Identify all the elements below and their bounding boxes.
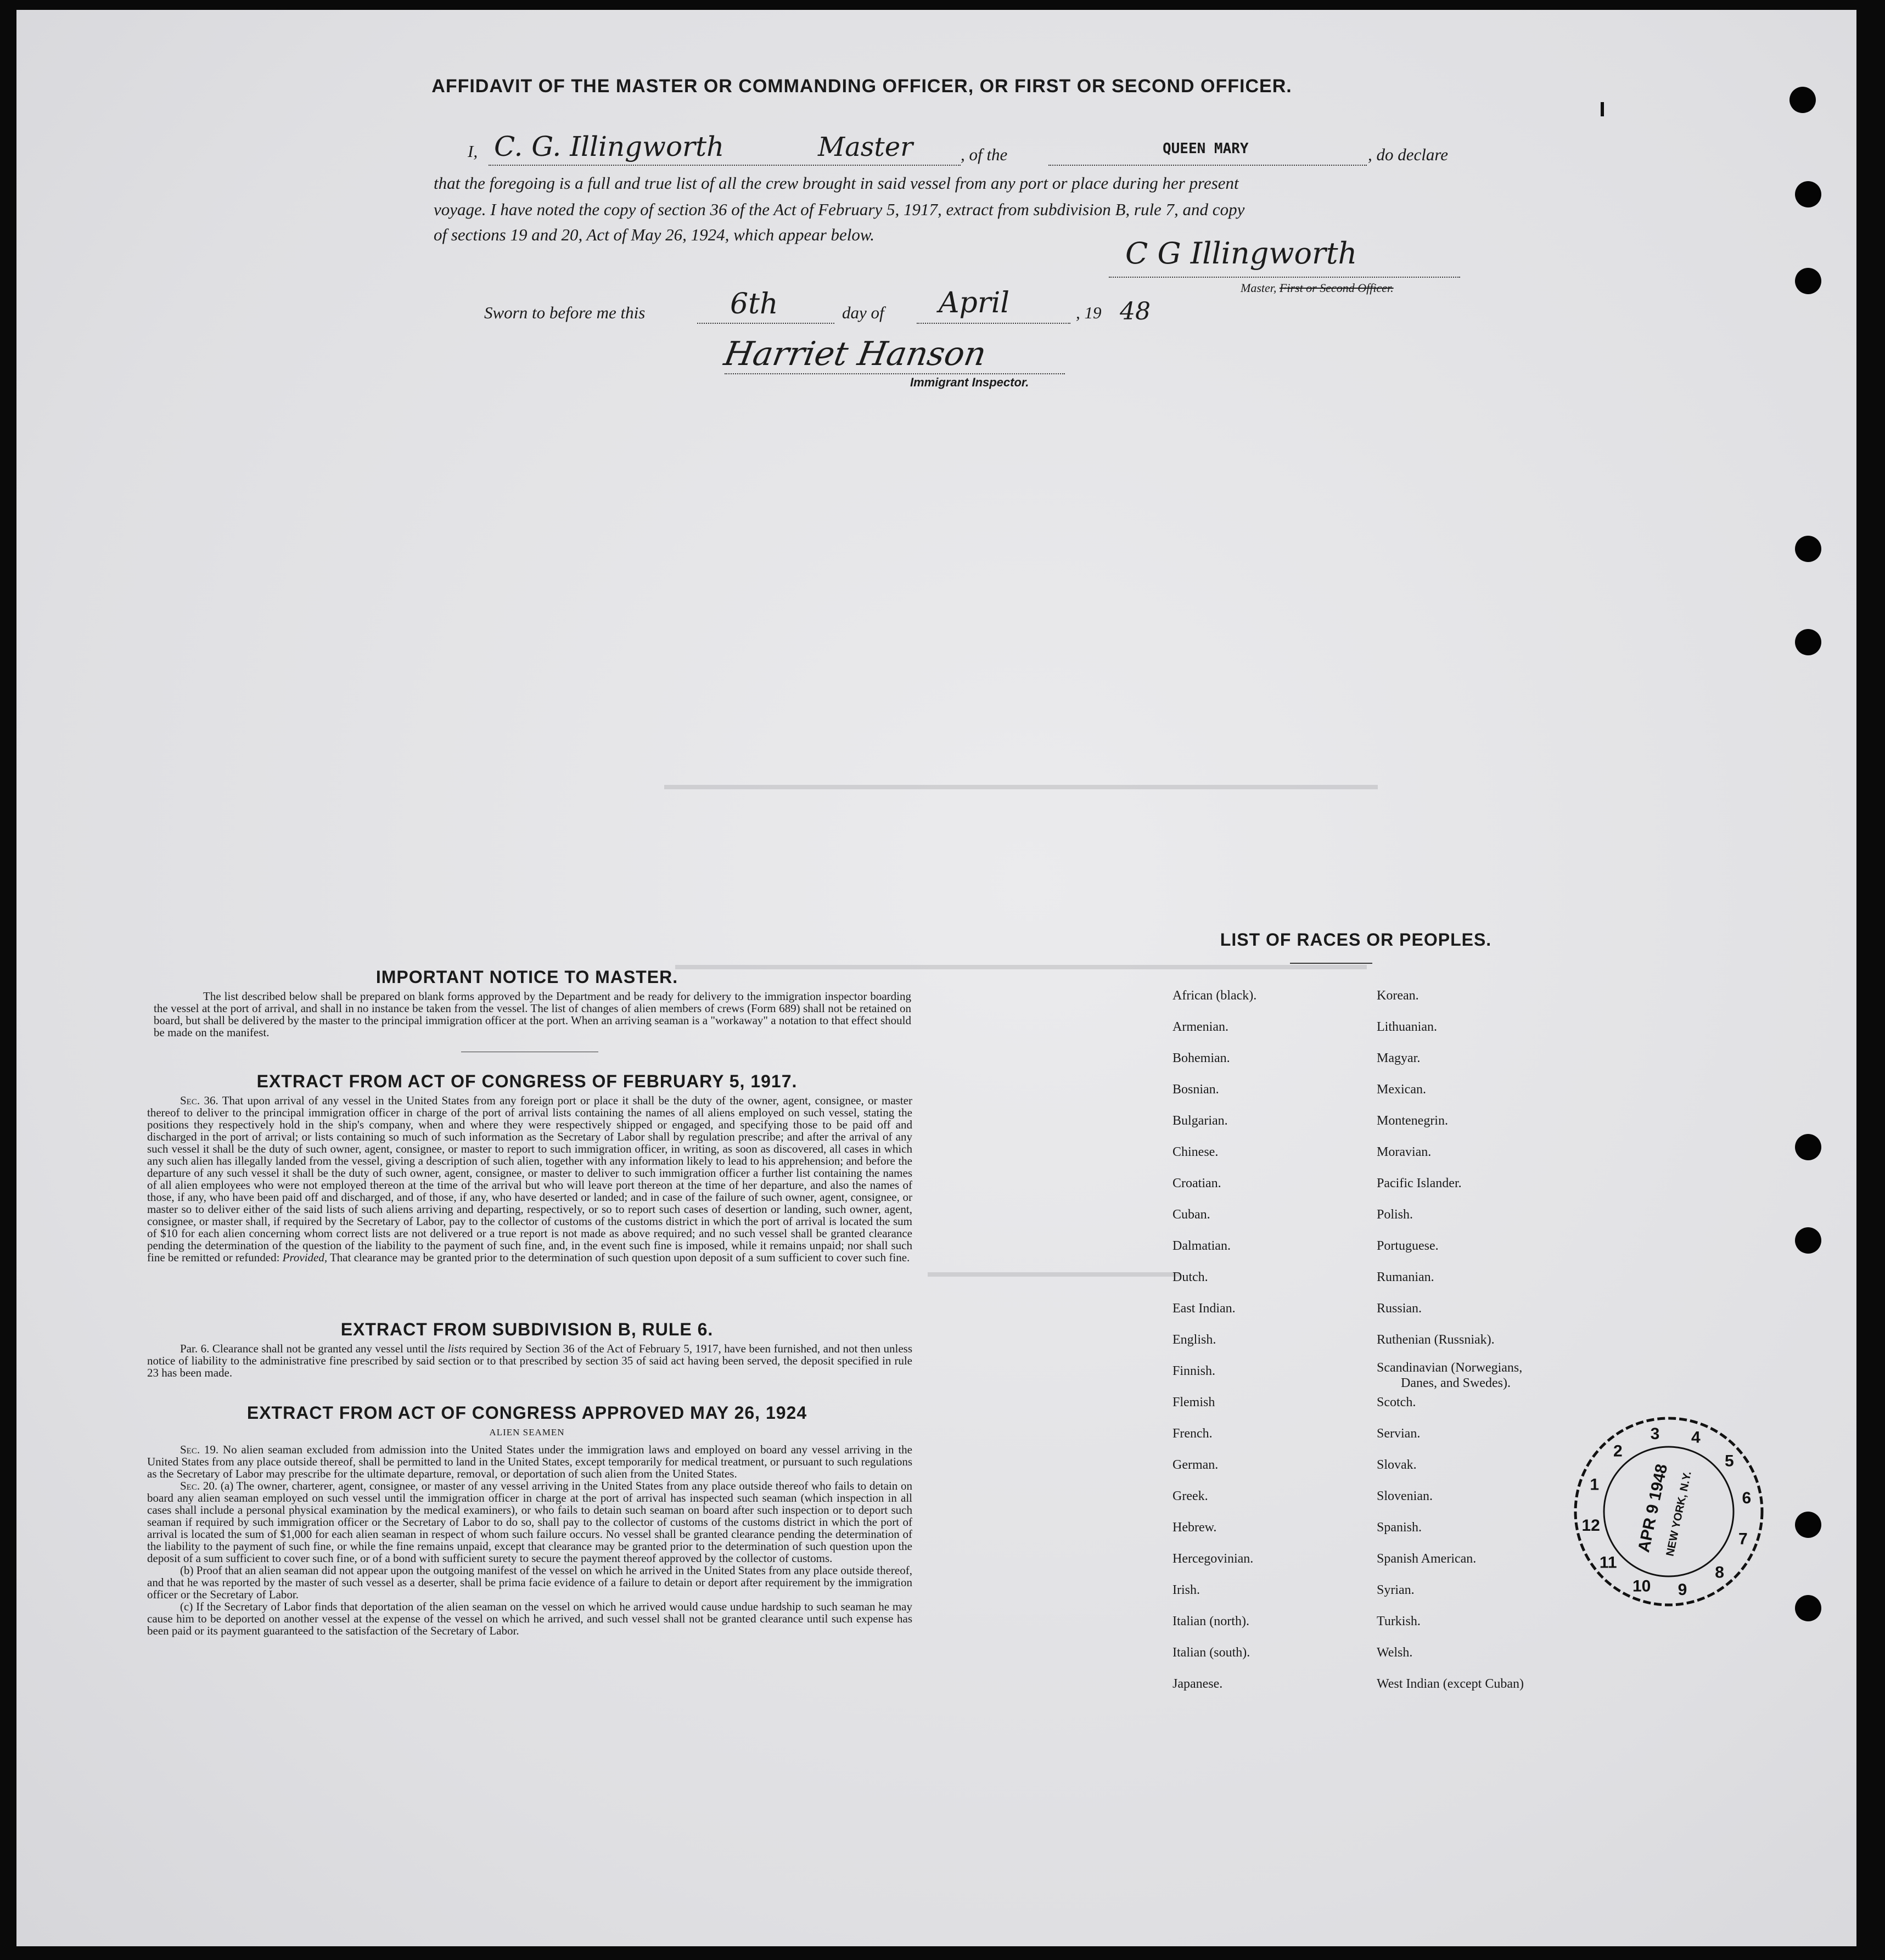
- caption-master: Master,: [1241, 281, 1277, 295]
- stamp-graphic: [1570, 1413, 1768, 1610]
- par6-paragraph: [147, 1343, 912, 1379]
- stamp-number: 6: [1742, 1489, 1752, 1507]
- do-declare-label: , do declare: [1368, 145, 1449, 164]
- sec36-provided: Provided,: [282, 1251, 328, 1264]
- race-item: Spanish American.: [1377, 1552, 1477, 1566]
- vessel-rule: [1048, 165, 1367, 166]
- subdivision-text: [147, 1343, 912, 1379]
- stamp-number: 1: [1590, 1475, 1600, 1494]
- race-item: Polish.: [1377, 1208, 1413, 1222]
- stamp-date: APR 9 1948: [1635, 1462, 1671, 1554]
- race-item: Montenegrin.: [1377, 1114, 1448, 1128]
- race-item: Greek.: [1172, 1489, 1208, 1503]
- race-item: Ruthenian (Russniak).: [1377, 1333, 1495, 1347]
- bleed-through: [928, 1272, 1180, 1277]
- stamp-number: 5: [1724, 1452, 1734, 1470]
- sec36-paragraph: [147, 1094, 912, 1263]
- race-item: Japanese.: [1172, 1677, 1223, 1691]
- race-item: French.: [1172, 1427, 1213, 1441]
- vessel-name: QUEEN MARY: [1163, 141, 1249, 157]
- subdivision-title: EXTRACT FROM SUBDIVISION B, RULE 6.: [340, 1319, 714, 1339]
- race-item: East Indian.: [1172, 1301, 1236, 1316]
- stamp-number: 9: [1678, 1580, 1687, 1599]
- race-item: Lithuanian.: [1377, 1020, 1437, 1034]
- sec19-paragraph: [147, 1444, 912, 1480]
- bleed-through: [664, 785, 1378, 789]
- sworn-day: 6th: [730, 288, 778, 321]
- punch-hole: [1795, 536, 1821, 562]
- year-prefix: , 19: [1076, 303, 1102, 322]
- race-item: Croatian.: [1172, 1176, 1221, 1190]
- sec20a-text: (a) The owner, charterer, agent, consignee, or master of any vessel arriving in the United States from any place outside thereof who fails to detain on board any alien seaman employed on such vessel until the immigration officer in charge at the port of arrival has inspected such seaman (which inspection in all cases shall include a personal physical examination by the medical examiners), or who fails to detain such seaman on board after such inspection or to deport such seaman if required by such immigration officer or the Secretary of Labor to do so, shall pay to the collector of customs of the customs district in which the port of arrival is located the sum of $1,000 for each alien seaman in respect of whom such failure occurs. No vessel shall be granted clearance pending the determination of the liability to the payment of such fine, or while the fine remains unpaid, except that clearance may be granted prior to the determination of such question upon the deposit of a sum sufficient to cover such fine, or of a bond with sufficient surety to secure the payment thereof approved by the collector of customs.: [147, 1479, 913, 1565]
- race-item: Welsh.: [1377, 1645, 1413, 1660]
- affidavit-title: AFFIDAVIT OF THE MASTER OR COMMANDING OFFICER, OR FIRST OR SECOND OFFICER.: [431, 76, 1292, 97]
- stamp-number: 11: [1599, 1553, 1617, 1572]
- sec19-label: Sec. 19.: [180, 1443, 219, 1456]
- stamp-number: 4: [1691, 1428, 1701, 1447]
- race-item-scandinavian: [1377, 1356, 1524, 1390]
- inspector-caption: Immigrant Inspector.: [910, 375, 1029, 389]
- stamp-caption: NEW YORK, N.Y.: [1664, 1470, 1694, 1558]
- race-item: Armenian.: [1172, 1020, 1228, 1034]
- signature-rule: [1109, 277, 1460, 278]
- race-item: Bosnian.: [1172, 1082, 1219, 1097]
- sworn-label: Sworn to before me this: [484, 303, 646, 322]
- par6-label: Par. 6.: [180, 1342, 210, 1355]
- sec20a-paragraph: [147, 1480, 912, 1564]
- sec20c-paragraph: (c) If the Secretary of Labor finds that deportation of the alien seaman on the vessel on which he arrived would cause undue hardship to such seaman he may cause him to be deported on another vessel at the expense of the vessel on which he arrived, and such vessel shall not be granted clearance until such expense has been paid or its payment guaranteed to the satisfaction of the Secretary of Labor.: [147, 1600, 912, 1637]
- race-item: Pacific Islander.: [1377, 1176, 1462, 1190]
- month-rule: [917, 323, 1070, 324]
- race-item: Cuban.: [1172, 1208, 1210, 1222]
- race-item: Mexican.: [1377, 1082, 1426, 1097]
- race-item: Irish.: [1172, 1583, 1200, 1597]
- race-item: Hercegovinian.: [1172, 1552, 1254, 1566]
- year-suffix: 48: [1120, 297, 1151, 325]
- sec19-text: No alien seaman excluded from admission into the United States under the immigration laws and employed on board any vessel arriving in the United States from any place outside thereof, shall be permitted to land in the United States, except temporarily for medical treatment, or pursuant to such regulations as the Secretary of Labor may prescribe for the ultimate departure, removal, or deportation of such alien from the United States.: [147, 1443, 912, 1480]
- race-item: Italian (north).: [1172, 1614, 1249, 1628]
- ink-mark: [1601, 102, 1604, 116]
- race-item: Hebrew.: [1172, 1520, 1217, 1535]
- par6-lists: lists: [447, 1342, 467, 1355]
- sec20-label: Sec. 20.: [180, 1479, 218, 1492]
- race-item: Moravian.: [1377, 1145, 1432, 1159]
- races-right-column: [1377, 980, 1524, 1700]
- sec36-text-after: That clearance may be granted prior to the determination of such question upon deposit of a sum sufficient to cover such fine.: [329, 1251, 910, 1264]
- affidavit-line-3: voyage. I have noted the copy of section 36 of the Act of February 5, 1917, extract from subdivision B, rule 7, and copy: [434, 200, 1245, 219]
- race-item: Bohemian.: [1172, 1051, 1230, 1065]
- document-page: [16, 10, 1856, 1946]
- day-rule: [697, 323, 834, 324]
- stamp-number: 7: [1738, 1530, 1748, 1548]
- punch-hole: [1795, 181, 1821, 207]
- signature-caption: [1241, 281, 1394, 295]
- inspector-rule: [725, 373, 1065, 374]
- race-item: English.: [1172, 1333, 1216, 1347]
- race-item: Magyar.: [1377, 1051, 1421, 1065]
- notice-title: IMPORTANT NOTICE TO MASTER.: [375, 967, 678, 987]
- extract-1917-title: EXTRACT FROM ACT OF CONGRESS OF FEBRUARY 5, 1917.: [256, 1071, 798, 1091]
- sec36-text-before: That upon arrival of any vessel in the United States from any foreign port or place it shall be the duty of the owner, agent, consignee, or master thereof to deliver to the principal immigration officer in charge of the port of arrival lists containing the names of all aliens employed on such vessel, stating the positions they respectively hold in the ship's company, when and where they were respectively shipped or engaged, and specifying those to be paid off and discharged in the port of arrival; or lists containing so much of such information as the Secretary of Labor shall by regulation prescribe; and after the arrival of any such vessel it shall be the duty of such owner, agent, consignee, or master to report to such immigration officer, in writing, as soon as discovered, all cases in which any such alien has illegally landed from the vessel, giving a description of such alien, together with any information likely to lead to his apprehension; and before the departure of any such vessel it shall be the duty of such owner, agent, consignee, or master to deliver to such immigration officer a further list containing the names of all alien employees who were not employed thereon at the time of the arrival but who will leave port thereon at the time of her departure, and also the names of those, if any, who have been paid off and discharged, and of those, if any, who have deserted or landed; and in case of the failure of such owner, agent, consignee, or master so to deliver either of the said lists of such aliens arriving and departing, respectively, or so to report such cases of desertion or landing, such owner, agent, consignee, or master shall, if required by the Secretary of Labor, pay to the collector of customs of the customs district in which the port of arrival is located the sum of $10 for each alien concerning whom correct lists are not delivered or a true report is not made as above required; and no such vessel shall be granted clearance pending the determination of the question of the liability to the payment of such fine, and, in the event such fine is imposed, while it remains unpaid; nor shall such fine be remitted or refunded:: [147, 1094, 912, 1264]
- i-label: I,: [468, 142, 478, 161]
- extract-1924-text: [147, 1444, 912, 1637]
- stamp-number: 10: [1632, 1577, 1651, 1596]
- punch-hole: [1795, 1595, 1821, 1621]
- race-item: Chinese.: [1172, 1145, 1219, 1159]
- extract-1924-subtitle: ALIEN SEAMEN: [489, 1427, 565, 1437]
- name-rule: [489, 165, 961, 166]
- punch-hole: [1795, 1227, 1821, 1254]
- master-signature: C G Illingworth: [1125, 236, 1357, 271]
- races-left-column: [1172, 980, 1256, 1700]
- stamp-number: 12: [1581, 1517, 1600, 1535]
- race-item-line: Scandinavian (Norwegians,: [1377, 1361, 1523, 1375]
- notice-text: [154, 990, 911, 1038]
- extract-1917-text: [147, 1094, 912, 1263]
- punch-hole: [1795, 629, 1821, 655]
- race-item: Rumanian.: [1377, 1270, 1434, 1284]
- stamp-number: 3: [1650, 1425, 1660, 1444]
- race-item: Dalmatian.: [1172, 1239, 1231, 1253]
- race-item: Finnish.: [1172, 1364, 1216, 1378]
- punch-hole: [1795, 268, 1821, 294]
- race-item: Scotch.: [1377, 1395, 1416, 1409]
- race-item: Turkish.: [1377, 1614, 1421, 1628]
- race-item-line: Danes, and Swedes).: [1401, 1376, 1511, 1390]
- race-item: Slovenian.: [1377, 1489, 1433, 1503]
- race-item: Russian.: [1377, 1301, 1422, 1316]
- inspector-signature: Harriet Hanson: [721, 335, 989, 373]
- race-item: Dutch.: [1172, 1270, 1208, 1284]
- immigration-stamp: [1570, 1413, 1768, 1610]
- affidavit-line-4: of sections 19 and 20, Act of May 26, 1924, which appear below.: [434, 225, 875, 244]
- par6-text-after: required by Section 36 of the Act of February 5, 1917, have been furnished, and not then unless notice of liability to the administrative fine prescribed by said section or to that prescribed by section 35 of said act having been served, the deposit specified in rule 23 has been made.: [147, 1342, 913, 1379]
- master-title: Master: [818, 132, 913, 162]
- race-item: German.: [1172, 1458, 1219, 1472]
- stamp-number: 8: [1715, 1563, 1724, 1582]
- race-item: African (black).: [1172, 989, 1257, 1003]
- race-item: Korean.: [1377, 989, 1419, 1003]
- race-item: Flemish: [1172, 1395, 1215, 1409]
- race-item: West Indian (except Cuban): [1377, 1677, 1524, 1691]
- races-title-rule: [1290, 963, 1372, 964]
- affidavit-line-2: that the foregoing is a full and true list of all the crew brought in said vessel from any port or place during her present: [434, 173, 1239, 193]
- race-item: Spanish.: [1377, 1520, 1422, 1535]
- sec36-label: Sec. 36.: [180, 1094, 218, 1107]
- race-item: Portuguese.: [1377, 1239, 1439, 1253]
- punch-hole: [1789, 87, 1816, 113]
- race-item: Bulgarian.: [1172, 1114, 1228, 1128]
- race-item: Slovak.: [1377, 1458, 1417, 1472]
- caption-struck: First or Second Officer.: [1279, 281, 1394, 295]
- stamp-number: 2: [1613, 1442, 1623, 1461]
- race-item: Italian (south).: [1172, 1645, 1250, 1660]
- day-of-label: day of: [842, 303, 884, 322]
- punch-hole: [1795, 1134, 1821, 1160]
- races-title: LIST OF RACES OR PEOPLES.: [1220, 930, 1492, 950]
- of-the-label: , of the: [961, 145, 1008, 164]
- master-name: C. G. Illingworth: [494, 131, 725, 162]
- sec20b-paragraph: (b) Proof that an alien seaman did not appear upon the outgoing manifest of the vessel on which he arrived in the United States from any place outside thereof, and that he was reported by the master of such vessel as a deserter, shall be prima facie evidence of a failure to detain or deport after requirement by the immigration officer or the Secretary of Labor.: [147, 1564, 912, 1601]
- par6-text-before: Clearance shall not be granted any vessel until the: [212, 1342, 445, 1355]
- extract-1924-title: EXTRACT FROM ACT OF CONGRESS APPROVED MAY 26, 1924: [246, 1403, 807, 1423]
- race-item: Servian.: [1377, 1427, 1421, 1441]
- race-item: Syrian.: [1377, 1583, 1415, 1597]
- sworn-month: April: [939, 287, 1009, 319]
- notice-paragraph: The list described below shall be prepared on blank forms approved by the Department and be ready for delivery to the immigration inspector boarding the vessel at the port of arrival, and shall in no instance be taken from the vessel. The list of changes of alien members of crews (Form 689) shall not be retained on board, but shall be delivered by the master to the principal immigration officer at the port. When an arriving seaman is a "workaway" a notation to that effect should be made on the manifest.: [154, 990, 911, 1039]
- punch-hole: [1795, 1512, 1821, 1538]
